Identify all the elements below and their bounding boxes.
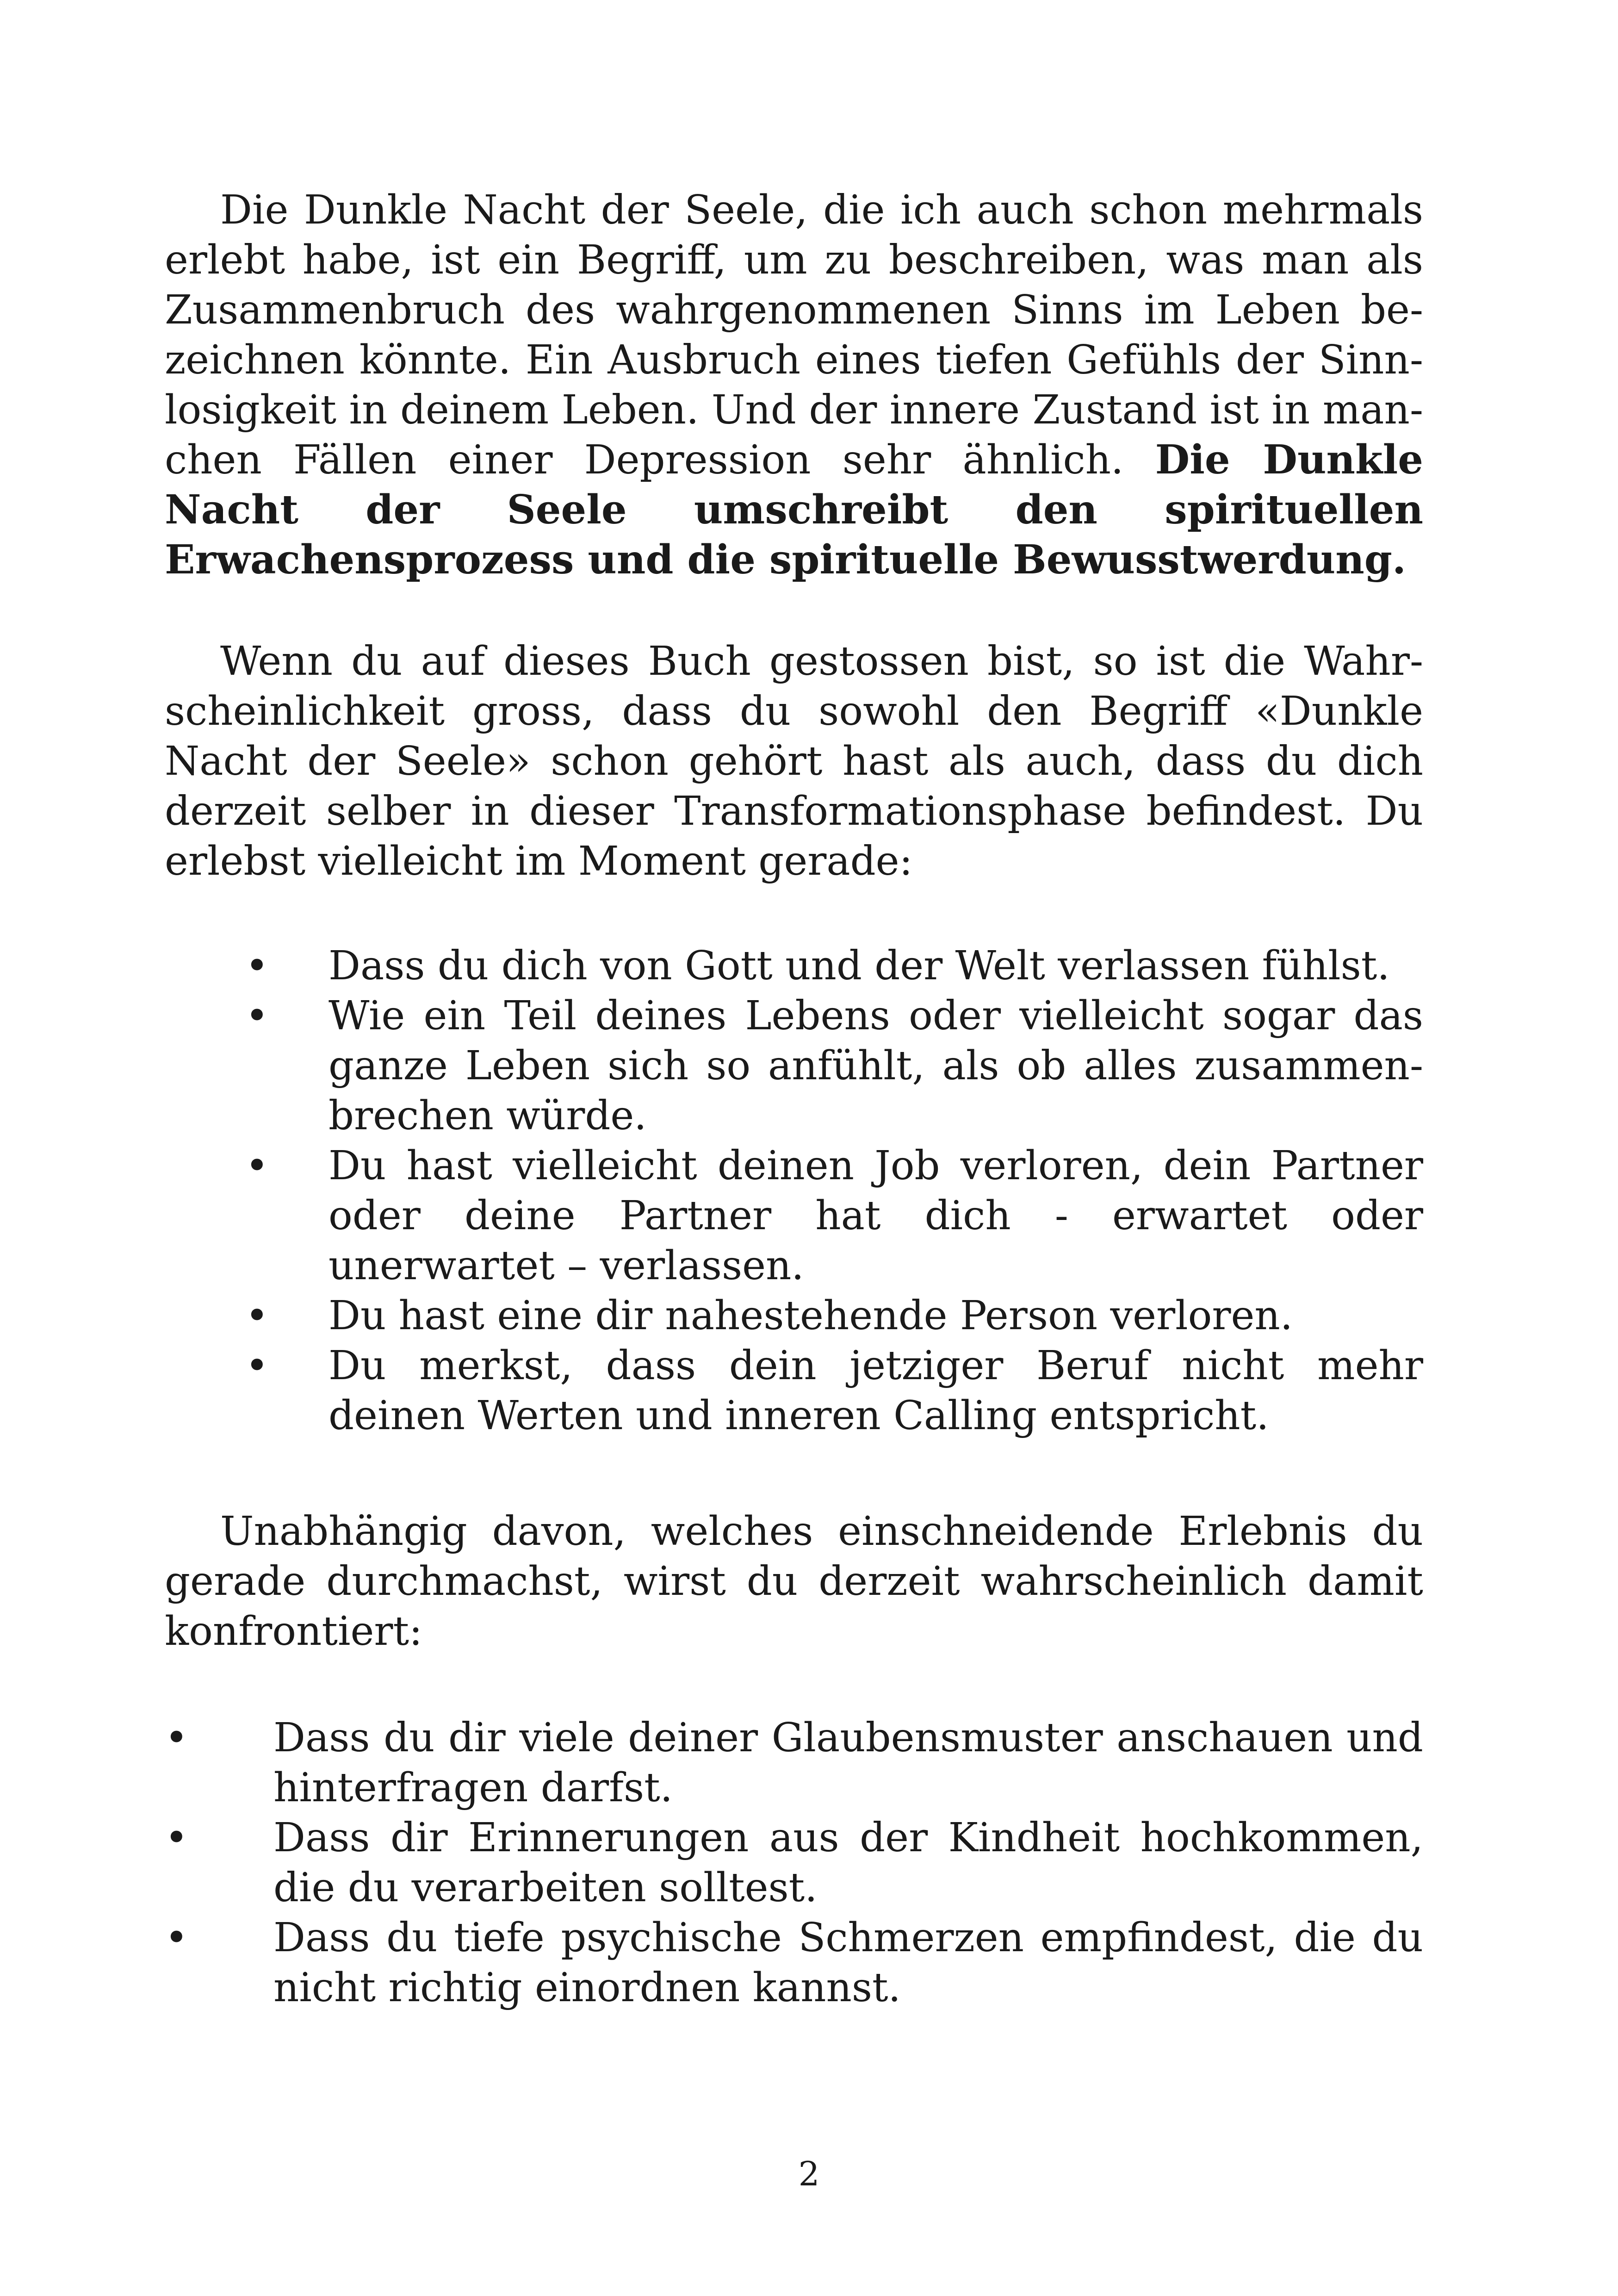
bullet-icon: • <box>245 1143 269 1189</box>
confrontation-paragraph: Unabhängig davon, welches einschneidende Erlebnis du gerade durchmachst, wirst du derzeit wahrscheinlich damit konfrontiert: <box>165 1508 1423 1655</box>
bullet-icon: • <box>165 1815 188 1861</box>
book-context-paragraph: Wenn du auf dieses Buch gestossen bist, so ist die Wahrscheinlichkeit gross, dass du sowohl den Begriff «Dunkle Nacht der Seele» schon gehört hast als auch, dass du dich derzeit selber in dieser Transformationsphase befindest. Du erlebst vielleicht im Moment gerade: <box>165 638 1423 884</box>
bullet-icon: • <box>245 1293 269 1339</box>
list-item: • Wie ein Teil deines Lebens oder vielleicht sogar das ganze Leben sich so anfühlt, als ob alles zusammenbrechen würde. <box>245 991 1423 1141</box>
bullet-icon: • <box>165 1915 188 1961</box>
intro-bold-statement: Die Dunkle Nacht der Seele umschreibt den spirituellen Erwachensprozess und die spirituelle Bewusstwerdung. <box>165 436 1423 583</box>
intro-paragraph <box>165 185 1423 585</box>
list-item: • Du hast eine dir nahestehende Person verloren. <box>245 1291 1423 1341</box>
bullet-icon: • <box>245 943 269 989</box>
list-item: • Du merkst, dass dein jetziger Beruf nicht mehr deinen Werten und inneren Calling entspricht. <box>245 1341 1423 1441</box>
list-item: • Dass dir Erinnerungen aus der Kindheit hochkommen, die du verarbeiten solltest. <box>165 1813 1423 1913</box>
experience-list <box>245 941 1423 1441</box>
bullet-icon: • <box>245 993 269 1039</box>
list-item: • Dass du tiefe psychische Schmerzen empfindest, die du nicht richtig einordnen kannst. <box>165 1913 1423 2013</box>
confrontation-list <box>165 1713 1423 2013</box>
bullet-icon: • <box>245 1343 269 1389</box>
bullet-icon: • <box>165 1715 188 1761</box>
intro-text: Die Dunkle Nacht der Seele, die ich auch schon mehrmals erlebt habe, ist ein Begriff, um zu beschreiben, was man als Zusammenbruch des wahrgenommenen Sinns im Leben bezeichnen könnte. Ein Ausbruch eines tiefen Gefühls der Sinnlosigkeit in deinem Leben. Und der innere Zustand ist in manchen Fällen einer Depression sehr ähnlich. <box>165 187 1423 483</box>
list-item: • Du hast vielleicht deinen Job verloren, dein Partner oder deine Partner hat dich - erwartet oder unerwartet – verlassen. <box>245 1141 1423 1291</box>
list-item: • Dass du dich von Gott und der Welt verlassen fühlst. <box>245 941 1423 991</box>
page-number: 2 <box>798 2154 820 2193</box>
list-item: • Dass du dir viele deiner Glaubensmuster anschauen und hinterfragen darfst. <box>165 1713 1423 1813</box>
